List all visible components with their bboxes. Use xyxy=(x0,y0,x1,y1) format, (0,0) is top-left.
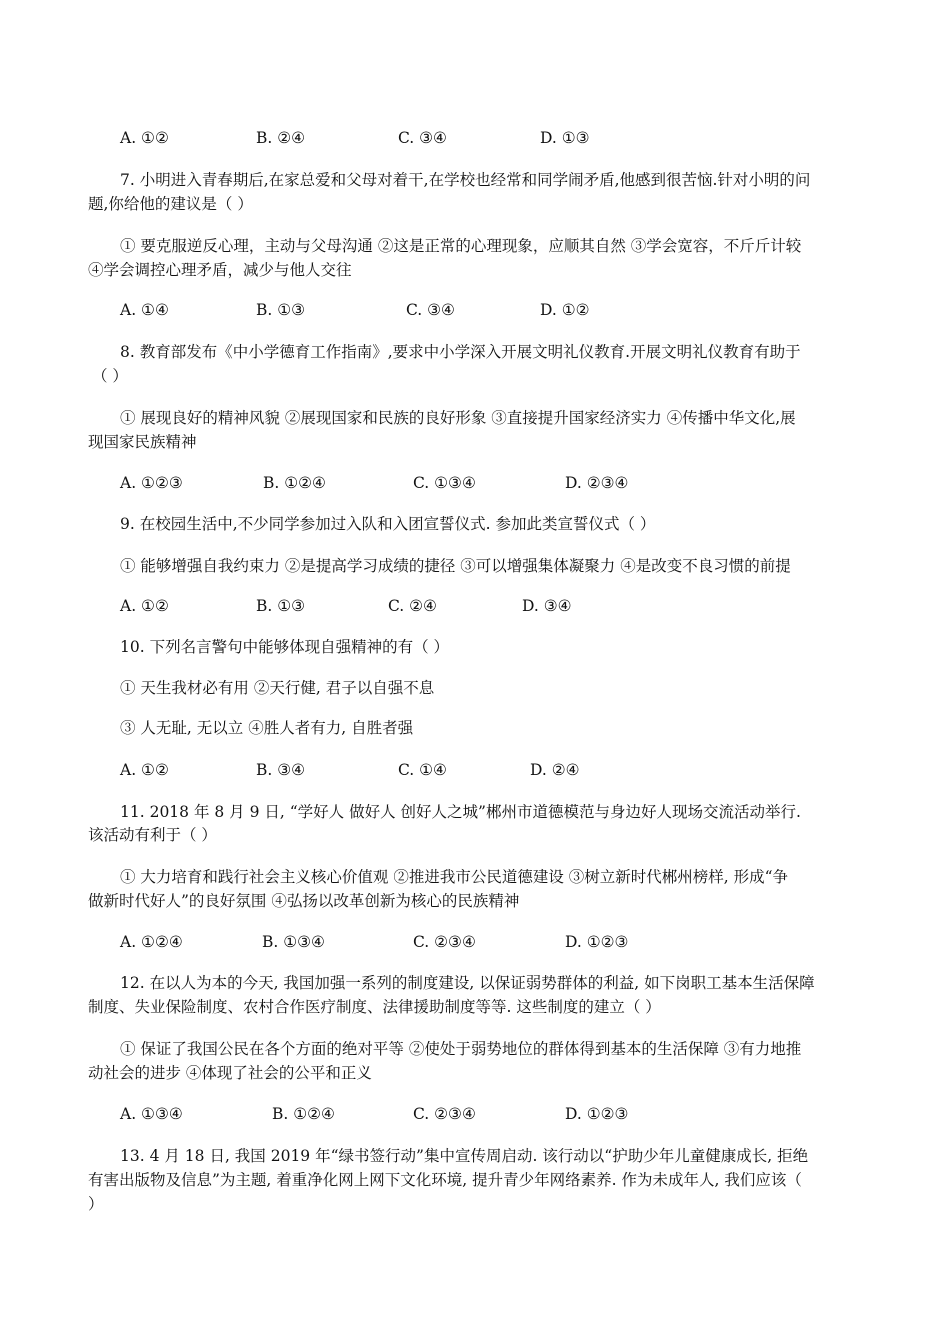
text-line: 制度、失业保险制度、农村合作医疗制度、法律援助制度等等. 这些制度的建立（ ） xyxy=(88,998,661,1016)
answer-option: B. ①③④ xyxy=(262,933,325,951)
text-line: ① 能够增强自我约束力 ②是提高学习成绩的捷径 ③可以增强集体凝聚力 ④是改变不良习惯的前提 xyxy=(120,557,791,575)
text-line: ① 要克服逆反心理，主动与父母沟通 ②这是正常的心理现象，应顺其自然 ③学会宽容，不斤斤计较 xyxy=(120,237,802,255)
answer-option: B. ①②④ xyxy=(263,474,326,492)
answer-option: C. ③④ xyxy=(406,301,455,319)
text-line: （ ） xyxy=(92,367,128,385)
answer-option: A. ①②③ xyxy=(120,474,183,492)
text-line: ③ 人无耻, 无以立 ④胜人者有力, 自胜者强 xyxy=(120,719,414,737)
answer-option: D. ②④ xyxy=(530,761,580,779)
text-line: ① 天生我材必有用 ②天行健, 君子以自强不息 xyxy=(120,679,435,697)
answer-option: C. ②③④ xyxy=(413,1105,476,1123)
text-line: ④学会调控心理矛盾，减少与他人交往 xyxy=(88,261,352,279)
answer-option: C. ②④ xyxy=(388,597,437,615)
answer-option: D. ①③ xyxy=(540,129,590,147)
text-line: 有害出版物及信息”为主题, 着重净化网上网下文化环境, 提升青少年网络素养. 作为未成年人, 我们应该（ xyxy=(88,1171,802,1189)
answer-option: D. ①②③ xyxy=(565,1105,629,1123)
text-line: 8. 教育部发布《中小学德育工作指南》,要求中小学深入开展文明礼仪教育.开展文明礼仪教育有助于 xyxy=(120,343,801,361)
answer-option: C. ①③④ xyxy=(413,474,476,492)
text-line: 12. 在以人为本的今天, 我国加强一系列的制度建设, 以保证弱势群体的利益, 如下岗职工基本生活保障 xyxy=(120,974,815,992)
answer-option: B. ③④ xyxy=(256,761,306,779)
text-line: ① 大力培育和践行社会主义核心价值观 ②推进我市公民道德建设 ③树立新时代郴州榜样, 形成“争 xyxy=(120,868,789,886)
answer-option: D. ①② xyxy=(540,301,590,319)
text-line: 13. 4 月 18 日, 我国 2019 年“绿书签行动”集中宣传周启动. 该行动以“护助少年儿童健康成长, 拒绝 xyxy=(120,1147,809,1165)
text-line: ① 展现良好的精神风貌 ②展现国家和民族的良好形象 ③直接提升国家经济实力 ④传播中华文化,展 xyxy=(120,409,796,427)
text-line: ① 保证了我国公民在各个方面的绝对平等 ②使处于弱势地位的群体得到基本的生活保障 ③有力地推 xyxy=(120,1040,802,1058)
answer-option: D. ①②③ xyxy=(565,933,629,951)
text-line: 现国家民族精神 xyxy=(88,433,197,451)
text-line: 动社会的进步 ④体现了社会的公平和正义 xyxy=(88,1064,372,1082)
text-line: ） xyxy=(88,1195,104,1213)
answer-option: D. ②③④ xyxy=(565,474,629,492)
text-line: 7. 小明进入青春期后,在家总爱和父母对着干,在学校也经常和同学闹矛盾,他感到很苦恼.针对小明的问 xyxy=(120,171,811,189)
answer-option: C. ②③④ xyxy=(413,933,476,951)
text-line: 该活动有利于（ ） xyxy=(88,826,217,844)
answer-option: A. ①② xyxy=(120,129,169,147)
answer-option: A. ①③④ xyxy=(120,1105,183,1123)
answer-option: A. ①④ xyxy=(120,301,169,319)
answer-option: B. ①③ xyxy=(256,301,306,319)
answer-option: D. ③④ xyxy=(522,597,572,615)
text-line: 题,你给他的建议是（ ） xyxy=(88,195,253,213)
answer-option: B. ①③ xyxy=(256,597,306,615)
answer-option: C. ①④ xyxy=(398,761,447,779)
text-line: 9. 在校园生活中,不少同学参加过入队和入团宣誓仪式. 参加此类宣誓仪式（ ） xyxy=(120,515,656,533)
answer-option: B. ②④ xyxy=(256,129,306,147)
text-line: 11. 2018 年 8 月 9 日, “学好人 做好人 创好人之城”郴州市道德模范与身边好人现场交流活动举行. xyxy=(120,803,801,821)
answer-option: A. ①② xyxy=(120,761,169,779)
text-line: 10. 下列名言警句中能够体现自强精神的有（ ） xyxy=(120,638,450,656)
answer-option: B. ①②④ xyxy=(272,1105,335,1123)
text-line: 做新时代好人”的良好氛围 ④弘扬以改革创新为核心的民族精神 xyxy=(88,892,520,910)
answer-option: A. ①② xyxy=(120,597,169,615)
answer-option: A. ①②④ xyxy=(120,933,183,951)
answer-option: C. ③④ xyxy=(398,129,447,147)
